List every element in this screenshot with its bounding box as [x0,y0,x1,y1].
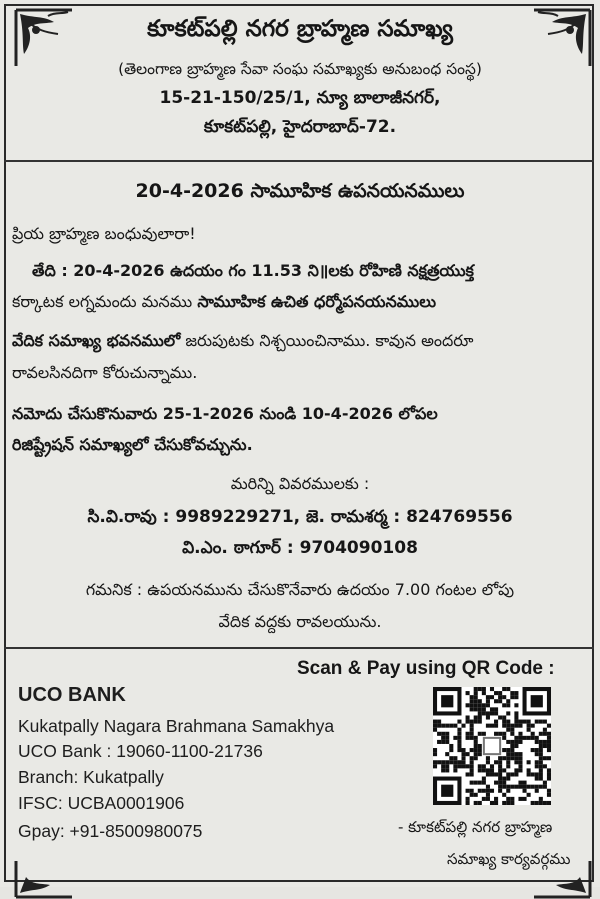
address-line-1: 15-21-150/25/1, న్యూ బాలాజీనగర్, [159,88,441,108]
bank-branch: Branch: Kukatpally [18,767,164,787]
event-line-3-highlight: వేదిక సమాఖ్య భవనములో [12,331,181,350]
organization-subtitle: (తెలంగాణ బ్రాహ్మణ సేవా సంఘ సమాఖ్యకు అనుబంధ సంస్థ) [118,60,482,78]
corner-ornament-icon [14,859,74,899]
qr-label: Scan & Pay using QR Code : [297,658,555,679]
event-line-3 [12,325,592,356]
event-line-1: తేది : 20-4-2026 ఉదయం గం 11.53 ని॥లకు రోహిణి నక్షత్రయుక్త [32,261,474,280]
header-divider [4,160,594,162]
registration-line-2: రిజిష్ట్రేషన్ సమాఖ్యలో చేసుకోవచ్చును. [12,435,253,454]
contacts-intro: మరిన్ని వివరములకు : [230,474,370,493]
event-line-2 [12,286,592,317]
event-title: 20-4-2026 సామూహిక ఉపనయనములు [135,180,465,202]
event-line-3-text: జరుపుటకు నిశ్చయించినాము. కావున అందరూ [180,331,474,350]
contacts-line-2: వి.ఎం. ఠాగూర్ : 9704090108 [182,538,418,558]
note-line-2: వేదిక వద్దకు రావలయును. [218,612,382,631]
ifsc-code: IFSC: UCBA0001906 [18,793,185,813]
organization-title: కూకట్‌పల్లి నగర బ్రాహ్మణ సమాఖ్య [147,16,453,42]
payment-qr-code[interactable] [433,687,551,805]
bank-name: UCO BANK [18,684,126,706]
event-line-2-highlight: సామూహిక ఉచిత ధర్మోపనయనములు [197,292,437,311]
signature-line-1: - కూకట్‌పల్లి నగర బ్రాహ్మణ [398,818,553,836]
signature-line-2: సమాఖ్య కార్యవర్గము [447,850,571,868]
address-line-2: కూకట్‌పల్లి, హైదరాబాద్-72. [203,117,397,137]
event-line-2-text: కర్కాటక లగ్నమందు మనము [12,292,198,311]
account-number: UCO Bank : 19060-1100-21736 [18,741,263,761]
qr-code-icon [433,687,551,805]
contacts-line-1: సి.వి.రావు : 9989229271, జె. రామశర్మ : 824769556 [87,507,513,527]
note-line-1: గమనిక : ఉపయనమును చేసుకొనేవారు ఉదయం 7.00 గంటల లోపు [85,580,515,599]
gpay-number: Gpay: +91-8500980075 [18,821,203,841]
event-line-4: రావలసినదిగా కోరుచున్నాము. [12,363,198,382]
account-name: Kukatpally Nagara Brahmana Samakhya [18,716,335,736]
registration-line-1: నమోదు చేసుకొనువారు 25-1-2026 నుండి 10-4-2026 లోపల [12,404,438,423]
bank-divider [4,647,594,649]
greeting: ప్రియ బ్రాహ్మణ బంధువులారా! [12,224,196,243]
